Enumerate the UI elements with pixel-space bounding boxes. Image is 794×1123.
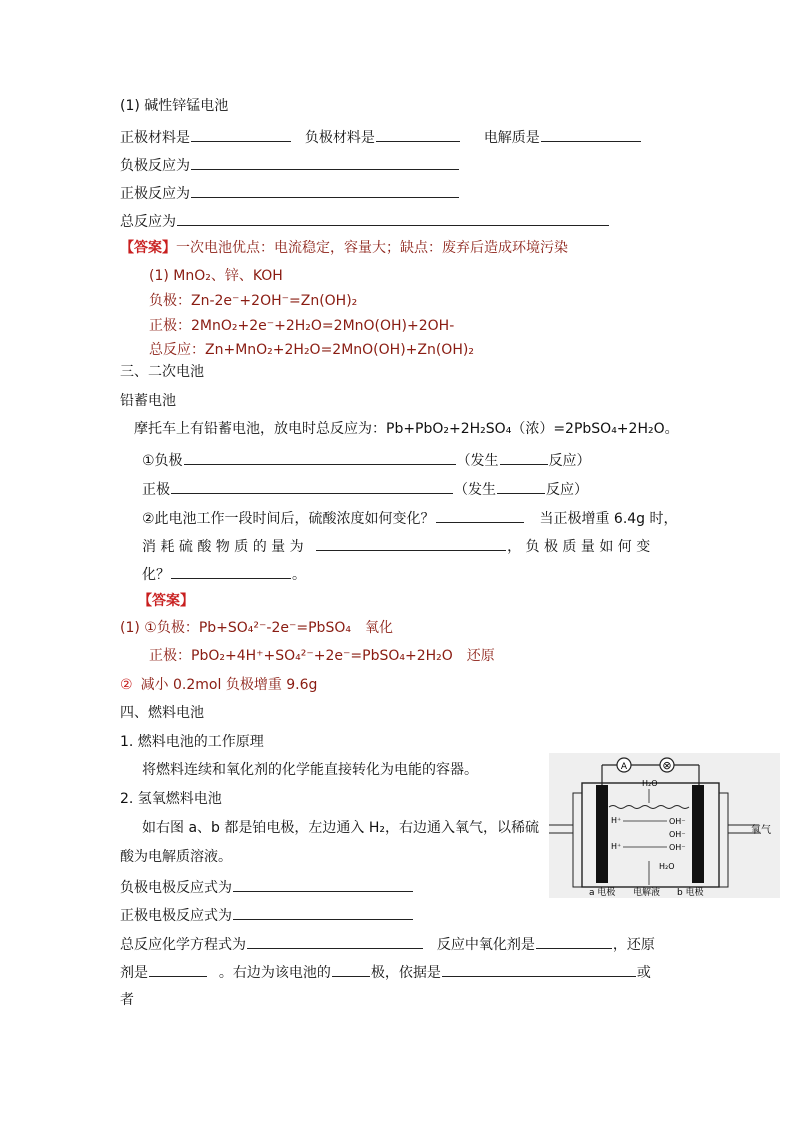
answer3-l1-prefix: (1) ①负极： [120, 620, 199, 636]
electrode-a-label: a 电极 [589, 888, 616, 898]
sec4-line2-b: 。右边为该电池的 [218, 965, 331, 981]
q2-text-a: ②此电池工作一段时间后，硫酸浓度如何变化？ [142, 511, 435, 527]
sec4-p1-text: 将燃料连续和氧化剂的化学能直接转化为电能的容器。 [142, 762, 478, 778]
sec4-reductant-blank[interactable] [149, 960, 207, 977]
negative-material-label: 负极材料是 [304, 130, 375, 146]
positive-reaction-blank[interactable] [191, 181, 459, 198]
answer3-line1 [120, 618, 393, 638]
sec4-neg-blank[interactable] [233, 875, 413, 892]
sec1-materials-row [120, 125, 642, 148]
svg-text:⊗: ⊗ [662, 759, 672, 772]
answer1-label: 【答案】 [120, 240, 176, 256]
h-plus-label-1: H⁺ [611, 816, 622, 825]
sec4-total-row [120, 932, 655, 955]
water-bottom-label: H₂O [659, 862, 675, 871]
q2-text-f: 。 [292, 567, 306, 583]
q1-pos-paren-close: 反应） [546, 482, 588, 498]
q1-neg-paren-close: 反应） [548, 453, 591, 469]
q1-pos-paren-open: （发生 [454, 482, 496, 498]
oh-label-1: OH⁻ [669, 817, 686, 826]
answer3-label: 【答案】 [138, 593, 194, 609]
sec4-pos-blank[interactable] [233, 903, 413, 920]
positive-material-blank[interactable] [191, 125, 291, 142]
sec4-total-b: 反应中氧化剂是 [436, 937, 535, 953]
electrolyte-blank[interactable] [541, 125, 641, 142]
q1-neg-paren-open: （发生 [456, 453, 499, 469]
h-plus-label-2: H⁺ [611, 842, 622, 851]
sec4-total-blank[interactable] [247, 932, 423, 949]
q1-neg-label: ①负极 [142, 453, 183, 469]
sec4-pole-blank[interactable] [332, 960, 370, 977]
answer3-l2-eq: PbO₂+4H⁺+SO₄²⁻+2e⁻=PbSO₄+2H₂O [191, 648, 453, 664]
q2-text-d: ， 负 极 质 量 如 何 变 [507, 539, 651, 555]
sec4-neg-row [120, 875, 414, 898]
electrode-b-label: b 电极 [677, 888, 704, 898]
answer3-l1-type: 氧化 [364, 620, 393, 636]
answer1-header [120, 238, 568, 258]
sec4-p2-text-b: 酸为电解质溶液。 [120, 849, 232, 865]
answer3-line3 [120, 675, 317, 695]
oh-label-3: OH⁻ [669, 830, 686, 839]
electrode-b [692, 785, 704, 883]
sec1-positive-row [120, 181, 460, 204]
answer1-pos-label: 正极： [149, 318, 191, 334]
answer1-negative [149, 291, 357, 311]
oh-label-2: OH⁻ [669, 843, 686, 852]
sec4-total-a: 总反应化学方程式为 [120, 937, 246, 953]
q2-text-b: 当正极增重 6.4g 时， [539, 511, 678, 527]
sec4-line2-d: 或 [636, 965, 651, 981]
q2-text-c: 消 耗 硫 酸 物 质 的 量 为 [142, 539, 304, 555]
sec3-q2-line3 [142, 562, 306, 585]
answer3-l2-label: 正极： [149, 648, 191, 664]
q2-concentration-blank[interactable] [436, 506, 524, 523]
svg-text:A: A [620, 762, 628, 772]
electrolyte-label: 电解质是 [483, 130, 540, 146]
q1-neg-blank[interactable] [184, 448, 456, 465]
water-top-label: H₂O [642, 779, 658, 788]
electrode-a [596, 785, 608, 883]
answer1-neg-label: 负极： [149, 293, 191, 309]
oxygen-label: 氧气 [751, 825, 771, 836]
answer3-l1-eq: Pb+SO₄²⁻-2e⁻=PbSO₄ [198, 620, 351, 636]
sec4-line2-row [120, 960, 651, 983]
answer1-text: 一次电池优点：电流稳定，容量大；缺点：废弃后造成环境污染 [176, 240, 568, 256]
answer1-total [149, 340, 474, 360]
sec1-negative-row [120, 153, 460, 176]
sec3-q1-positive [142, 477, 588, 500]
sec4-pos-row [120, 903, 414, 926]
left-chamber [573, 793, 582, 887]
sec4-heading: 四、燃料电池 [120, 705, 204, 721]
sec4-p2-text-a: 如右图 a、b 都是铂电极，左边通入 H₂，右边通入氧气，以稀硫 [142, 820, 539, 836]
sec4-line2-c: 极，依据是 [370, 965, 441, 981]
answer1-total-eq: Zn+MnO₂+2H₂O=2MnO(OH)+Zn(OH)₂ [205, 342, 474, 358]
q1-neg-type-blank[interactable] [500, 448, 548, 465]
sec4-pos-label: 正极电极反应式为 [120, 908, 232, 924]
fuel-cell-diagram [549, 753, 780, 898]
answer1-neg-eq: Zn-2e⁻+2OH⁻=Zn(OH)₂ [191, 293, 358, 309]
q2-text-e: 化？ [142, 567, 170, 583]
total-reaction-blank[interactable] [177, 209, 609, 226]
q2-mass-blank[interactable] [171, 562, 291, 579]
sec4-p2-title: 2. 氢氧燃料电池 [120, 791, 222, 807]
sec1-title: (1) 碱性锌锰电池 [120, 98, 229, 114]
positive-reaction-label: 正极反应为 [120, 186, 190, 202]
answer3-l2-type: 还原 [466, 648, 495, 664]
answer1-total-label: 总反应： [149, 342, 205, 358]
liquid-surface [609, 806, 689, 809]
sec4-line2-a: 剂是 [120, 965, 148, 981]
q1-pos-blank[interactable] [171, 477, 453, 494]
q1-pos-label: 正极 [142, 482, 170, 498]
sec3-subheading: 铅蓄电池 [120, 393, 176, 409]
sec3-q2-line1 [142, 506, 678, 529]
sec4-total-c: ，还原 [612, 937, 655, 953]
sec4-neg-label: 负极电极反应式为 [120, 880, 232, 896]
answer3-line2 [149, 646, 495, 666]
sec3-heading: 三、二次电池 [120, 364, 204, 380]
sec4-p1-title: 1. 燃料电池的工作原理 [120, 734, 264, 750]
answer1-pos-eq: 2MnO₂+2e⁻+2H₂O=2MnO(OH)+2OH- [191, 318, 455, 334]
answer3-l3-num: ② [120, 677, 133, 693]
sec3-intro: 摩托车上有铅蓄电池，放电时总反应为：Pb+PbO₂+2H₂SO₄（浓）=2PbSO₄+2H₂O。 [134, 421, 679, 437]
negative-material-blank[interactable] [376, 125, 460, 142]
sec4-basis-blank[interactable] [442, 960, 636, 977]
answer3-l3-text: 减小 0.2mol 负极增重 9.6g [140, 677, 318, 693]
q2-moles-blank[interactable] [316, 534, 506, 551]
sec3-q2-line2 [142, 534, 650, 557]
fuel-cell-svg [549, 753, 780, 898]
sec4-line3: 者 [120, 992, 134, 1008]
q1-pos-type-blank[interactable] [497, 477, 545, 494]
lamp-icon [660, 758, 674, 772]
negative-reaction-label: 负极反应为 [120, 158, 190, 174]
sec4-oxidant-blank[interactable] [536, 932, 612, 949]
negative-reaction-blank[interactable] [191, 153, 459, 170]
electrolyte-label: 电解液 [633, 888, 661, 898]
answer1-items: (1) MnO₂、锌、KOH [149, 268, 283, 284]
right-chamber [719, 793, 728, 887]
total-reaction-label: 总反应为 [120, 214, 176, 230]
sec1-total-row [120, 209, 610, 232]
answer1-positive [149, 316, 454, 336]
positive-material-label: 正极材料是 [120, 130, 190, 146]
ammeter-icon [617, 758, 631, 772]
sec3-q1-negative [142, 448, 591, 471]
